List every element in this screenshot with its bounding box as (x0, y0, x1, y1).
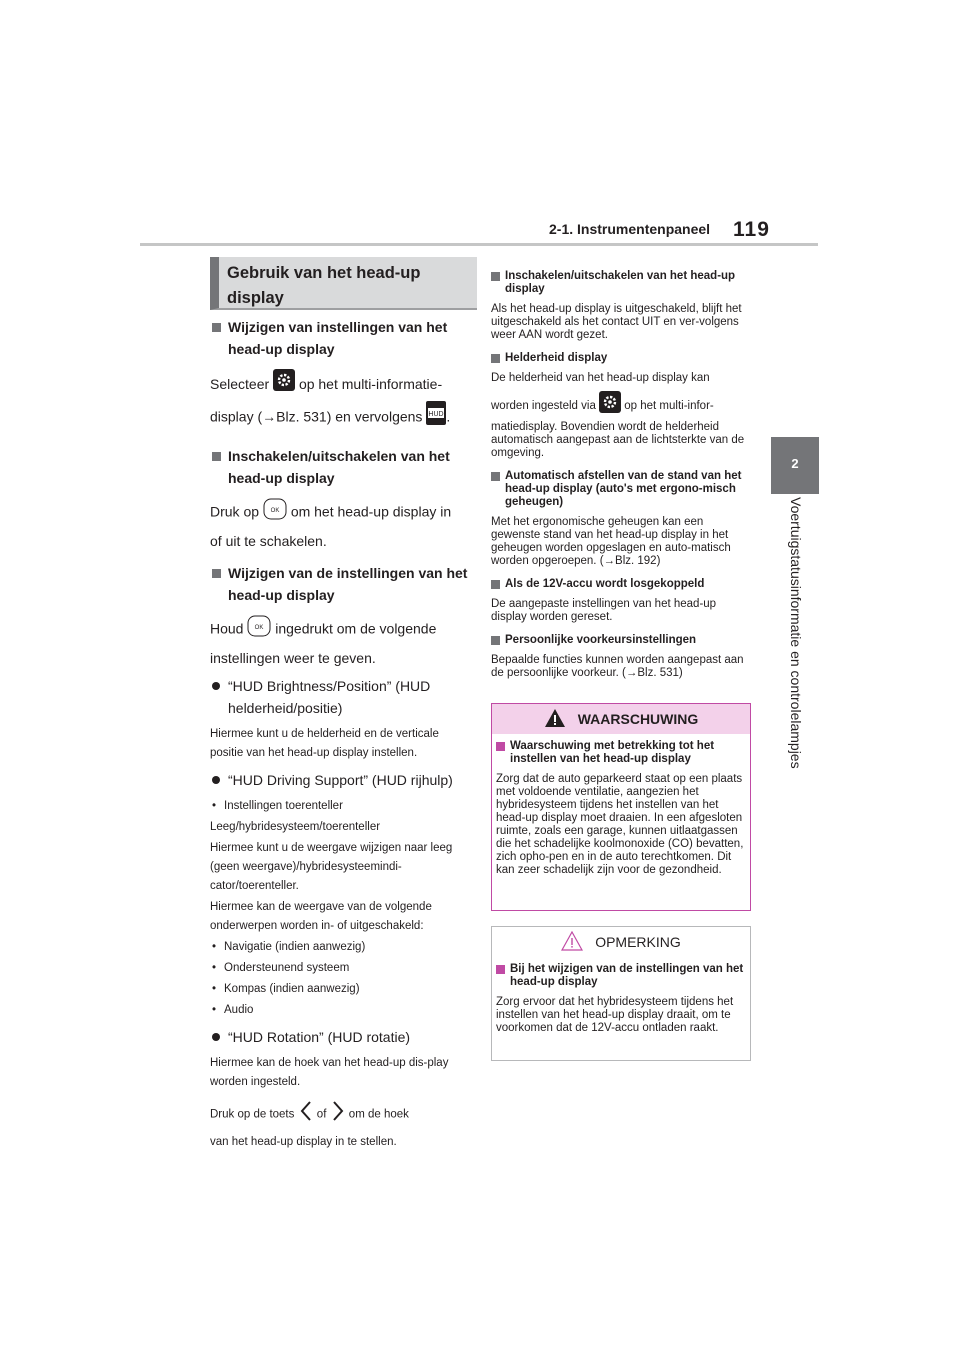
square-bullet-icon (491, 354, 500, 363)
text-brightness-d: matiedisplay. Bovendien wordt de helderheid automatisch aangepast aan de lichtsterkte van de omgeving. (491, 421, 745, 459)
warning-heading: Waarschuwing met betrekking tot het instellen van het head-up display (496, 740, 746, 766)
warning-title: WAARSCHUWING (577, 711, 699, 727)
note-title: OPMERKING (595, 934, 681, 950)
text-brightness-b: worden ingesteld via op het multi-infor- (491, 391, 751, 421)
paragraph-hold: Houd OK ingedrukt om de volgende instellingen weer te geven. (210, 615, 468, 671)
chevron-right-icon (330, 1100, 346, 1129)
list-item: • Kompas (indien aanwezig) (210, 980, 468, 999)
section-title: Gebruik van het head-up display (227, 264, 421, 307)
square-bullet-icon (212, 569, 221, 578)
text-personal: Bepaalde functies kunnen worden aangepast aan de persoonlijke voorkeur. (→Blz. 531) (491, 654, 744, 679)
heading-change-hud-settings: Wijzigen van de instellingen van het head-up display (210, 562, 468, 606)
square-bullet-icon (496, 742, 505, 751)
text-toggle-info: Als het head-up display is uitgeschakeld, blijft het uitgeschakeld als het contact UIT en ver-volgens weer AAN wordt gezet. (491, 303, 742, 341)
bullet-dot (212, 1033, 220, 1041)
svg-text:OK: OK (270, 508, 280, 515)
heading-brightness: Helderheid display (491, 352, 751, 365)
section-title-box (210, 257, 477, 310)
square-bullet-icon (212, 323, 221, 332)
sub-tachometer: • Instellingen toerenteller (210, 797, 468, 816)
svg-text:HUD: HUD (428, 411, 444, 419)
text-tach-options: Leeg/hybridesysteem/toerenteller (210, 821, 381, 834)
chapter-title-vertical (782, 497, 809, 773)
text-topics: Hiermee kan de weergave van de volgende onderwerpen worden in- of uitgeschakeld: (210, 901, 432, 933)
hud-icon (426, 401, 446, 435)
warning-text: Zorg dat de auto geparkeerd staat op een plaats met voldoende ventilatie, aangezien het hybridesysteem tijdens het instellen van het head-up display moet draaien. In een afgesloten ruimte, zoals een garage, kunnen uitlaatgassen die het schadelijke koolmonoxide (CO) bevatten, zich opho-pen en in de auto terechtkomen. Dit kan zeer schadelijk zijn voor de gezondheid. (496, 773, 744, 876)
note-body (492, 957, 750, 1035)
text-tach-desc: Hiermee kunt u de weergave wijzigen naar leeg (geen weergave)/hybridesysteemindi-cator/toerenteller. (210, 842, 453, 893)
ok-button-icon (263, 498, 287, 528)
square-bullet-icon (491, 472, 500, 481)
square-bullet-icon (491, 636, 500, 645)
heading-change-settings: Wijzigen van instellingen van het head-up display (210, 316, 468, 360)
chapter-tab (771, 437, 819, 494)
heading-personal: Persoonlijke voorkeursinstellingen (491, 634, 751, 647)
note-box (491, 926, 751, 1061)
chapter-title: Voertuigstatusinformatie en controlelampjes (787, 497, 804, 769)
bullet-brightness: “HUD Brightness/Position” (HUD helderheid/positie) (210, 675, 468, 719)
left-column (210, 316, 468, 1152)
right-column (491, 270, 751, 680)
warning-triangle-icon (544, 708, 566, 731)
svg-text:OK: OK (255, 625, 264, 632)
list-item: • Audio (210, 1001, 468, 1020)
text-brightness-a: De helderheid van het head-up display kan (491, 372, 710, 384)
heading-auto-adjust: Automatisch afstellen van de stand van het head-up display (auto's met ergono-misch geheugen) (491, 470, 751, 509)
note-heading: Bij het wijzigen van de instellingen van het head-up display (496, 963, 746, 989)
chevron-left-icon (298, 1100, 314, 1129)
text-auto-adjust: Met het ergonomische geheugen kan een gewenste stand van het head-up display in het geheugen worden opgeslagen en auto-matisch worden opgeroepen. (→Blz. 192) (491, 516, 731, 567)
gear-icon (599, 391, 621, 421)
page-number: 119 (733, 218, 770, 241)
heading-toggle-info: Inschakelen/uitschakelen van het head-up display (491, 270, 751, 296)
note-text: Zorg ervoor dat het hybridesysteem tijdens het instellen van het head-up display draait, om te voorkomen dat de 12V-accu ontladen raakt. (496, 996, 734, 1034)
text-rotation: Hiermee kan de hoek van het head-up dis-play worden ingesteld. (210, 1057, 449, 1089)
bullet-dot (212, 682, 220, 690)
heading-battery: Als de 12V-accu wordt losgekoppeld (491, 578, 751, 591)
text-set-angle: van het head-up display in te stellen. (210, 1136, 397, 1149)
chapter-number: 2 (791, 456, 799, 471)
text-brightness: Hiermee kunt u de helderheid en de verticale positie van het head-up display instellen. (210, 728, 439, 760)
square-bullet-icon (212, 452, 221, 461)
text-press-arrows: Druk op de toets of om de hoek (210, 1100, 468, 1129)
heading-toggle: Inschakelen/uitschakelen van het head-up display (210, 445, 468, 489)
header-rule (140, 243, 818, 246)
list-item: • Ondersteunend systeem (210, 959, 468, 978)
bullet-driving-support: “HUD Driving Support” (HUD rijhulp) (210, 769, 468, 791)
ok-button-icon (247, 615, 271, 645)
gear-icon (273, 369, 295, 401)
caution-triangle-icon (561, 931, 583, 954)
bullet-rotation: “HUD Rotation” (HUD rotatie) (210, 1026, 468, 1048)
square-bullet-icon (496, 965, 505, 974)
note-header (492, 927, 750, 957)
warning-box (491, 703, 751, 911)
warning-body (492, 734, 750, 877)
section-header: 2-1. Instrumentenpaneel (549, 221, 711, 237)
warning-header (492, 704, 750, 734)
list-item: • Navigatie (indien aanwezig) (210, 938, 468, 957)
bullet-dot (212, 776, 220, 784)
square-bullet-icon (491, 580, 500, 589)
paragraph-select: Selecteer op het multi-informatie- display (→Blz. 531) en vervolgens HUD . (210, 369, 468, 435)
paragraph-press: Druk op OK om het head-up display in of uit te schakelen. (210, 498, 468, 554)
square-bullet-icon (491, 272, 500, 281)
text-battery: De aangepaste instellingen van het head-up display worden gereset. (491, 598, 717, 623)
